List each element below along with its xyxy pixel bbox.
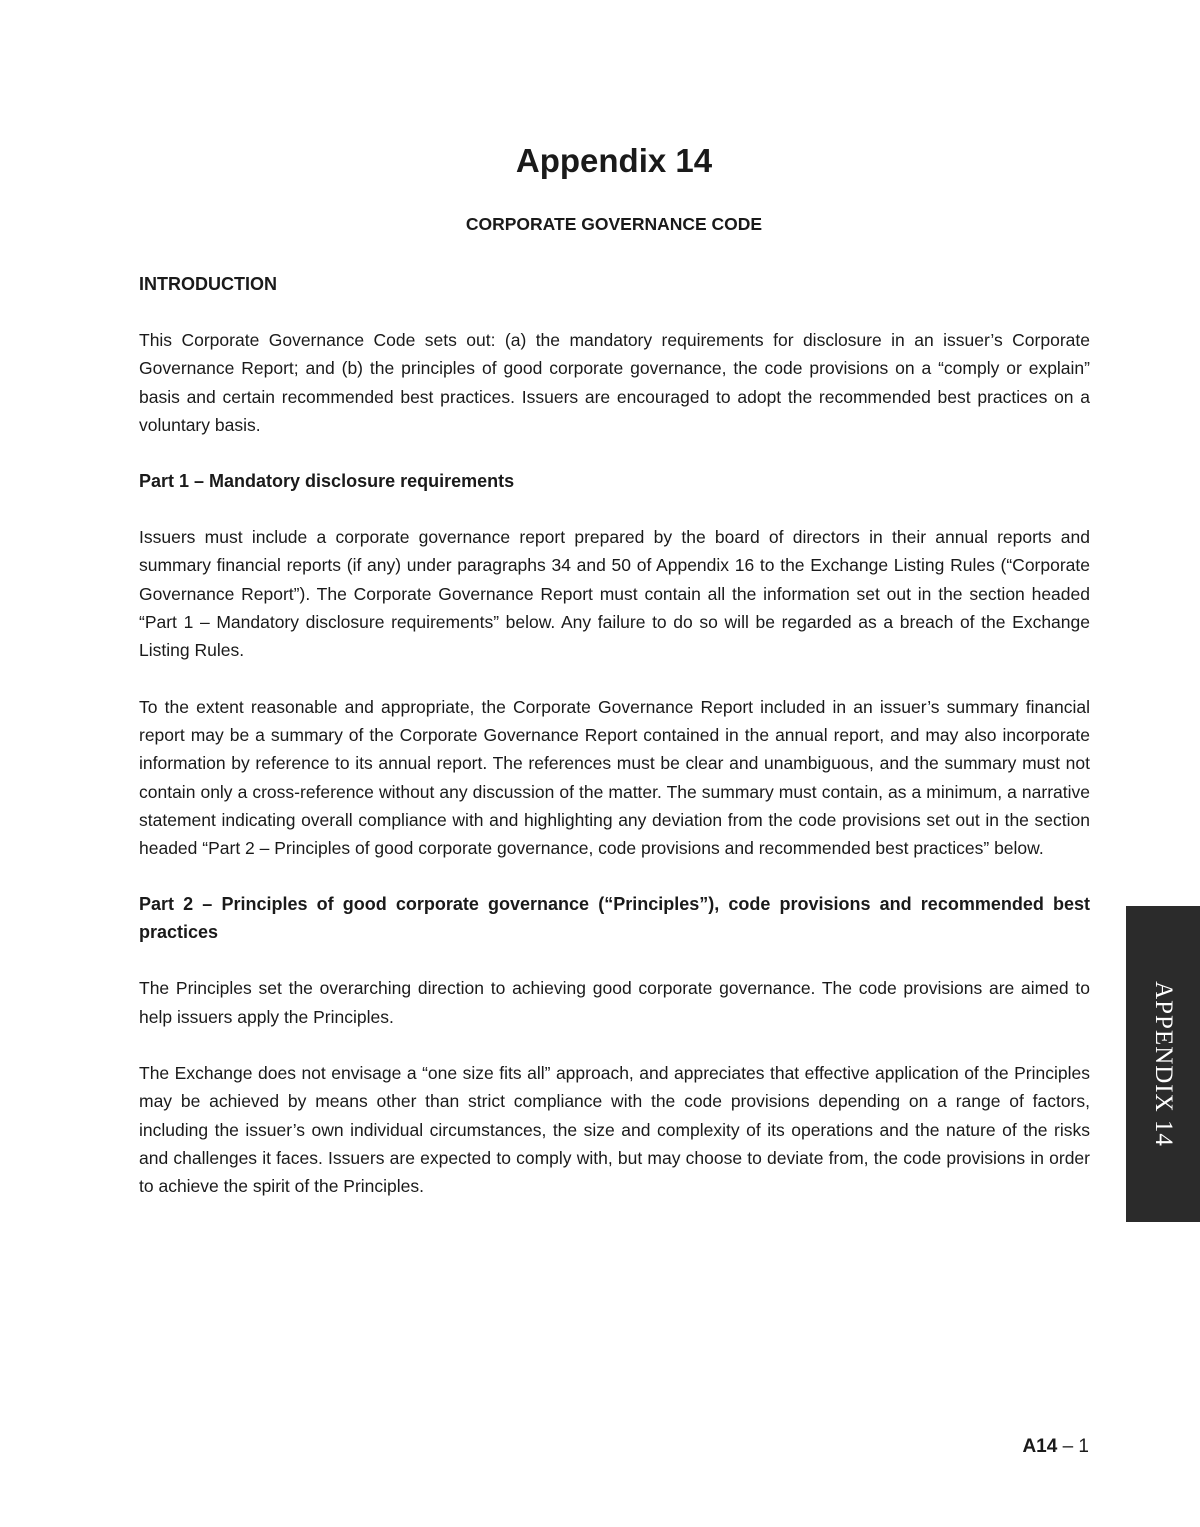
side-tab-label: APPENDIX 14 [1150, 981, 1177, 1147]
section-heading-part-2: Part 2 – Principles of good corporate governance (“Principles”), code provisions and recommended best practices [139, 894, 1090, 943]
paragraph: The Exchange does not envisage a “one size fits all” approach, and appreciates that effective application of the Principles may be achieved by means other than strict compliance with the code provisions depending on a range of factors, including the issuer’s own individual circumstances, the size and complexity of its operations and the nature of the risks and challenges it faces. Issuers are expected to comply with, but may choose to deviate from, the code provisions in order to achieve the spirit of the Principles. [139, 1063, 1090, 1197]
section-heading-introduction: INTRODUCTION [139, 274, 277, 294]
paragraph: Issuers must include a corporate governance report prepared by the board of directors in their annual reports and summary financial reports (if any) under paragraphs 34 and 50 of Appendix 16 to the Exchange Listing Rules (“Corporate Governance Report”). The Corporate Governance Report must contain all the information set out in the section headed “Part 1 – Mandatory disclosure requirements” below. Any failure to do so will be regarded as a breach of the Exchange Listing Rules. [139, 527, 1090, 661]
page-title: Appendix 14 [515, 142, 713, 179]
page-number-suffix: – 1 [1057, 1436, 1089, 1457]
paragraph: To the extent reasonable and appropriate, the Corporate Governance Report included in an issuer’s summary financial report may be a summary of the Corporate Governance Report contained in the annual report, and may also incorporate information by reference to its annual report. The references must be clear and unambiguous, and the summary must not contain only a cross-reference without any discussion of the matter. The summary must contain, as a minimum, a narrative statement indicating overall compliance with and highlighting any deviation from the code provisions set out in the section headed “Part 2 – Principles of good corporate governance, code provisions and recommended best practices” below. [139, 696, 1090, 859]
document-subtitle: CORPORATE GOVERNANCE CODE [465, 214, 763, 234]
paragraph: This Corporate Governance Code sets out: (a) the mandatory requirements for disclosure in an issuer’s Corporate Governance Report; and (b) the principles of good corporate governance, the code provisions on a “comply or explain” basis and certain recommended best practices. Issuers are encouraged to adopt the recommended best practices on a voluntary basis. [139, 330, 1090, 435]
appendix-side-tab [1126, 906, 1200, 1222]
document-body [139, 270, 1090, 1229]
section-heading-part-1: Part 1 – Mandatory disclosure requirements [139, 471, 515, 492]
page-number-prefix: A14 [1022, 1436, 1058, 1457]
paragraph: The Principles set the overarching direction to achieving good corporate governance. The code provisions are aimed to help issuers apply the Principles. [139, 978, 1090, 1027]
page-number [1022, 1436, 1089, 1458]
